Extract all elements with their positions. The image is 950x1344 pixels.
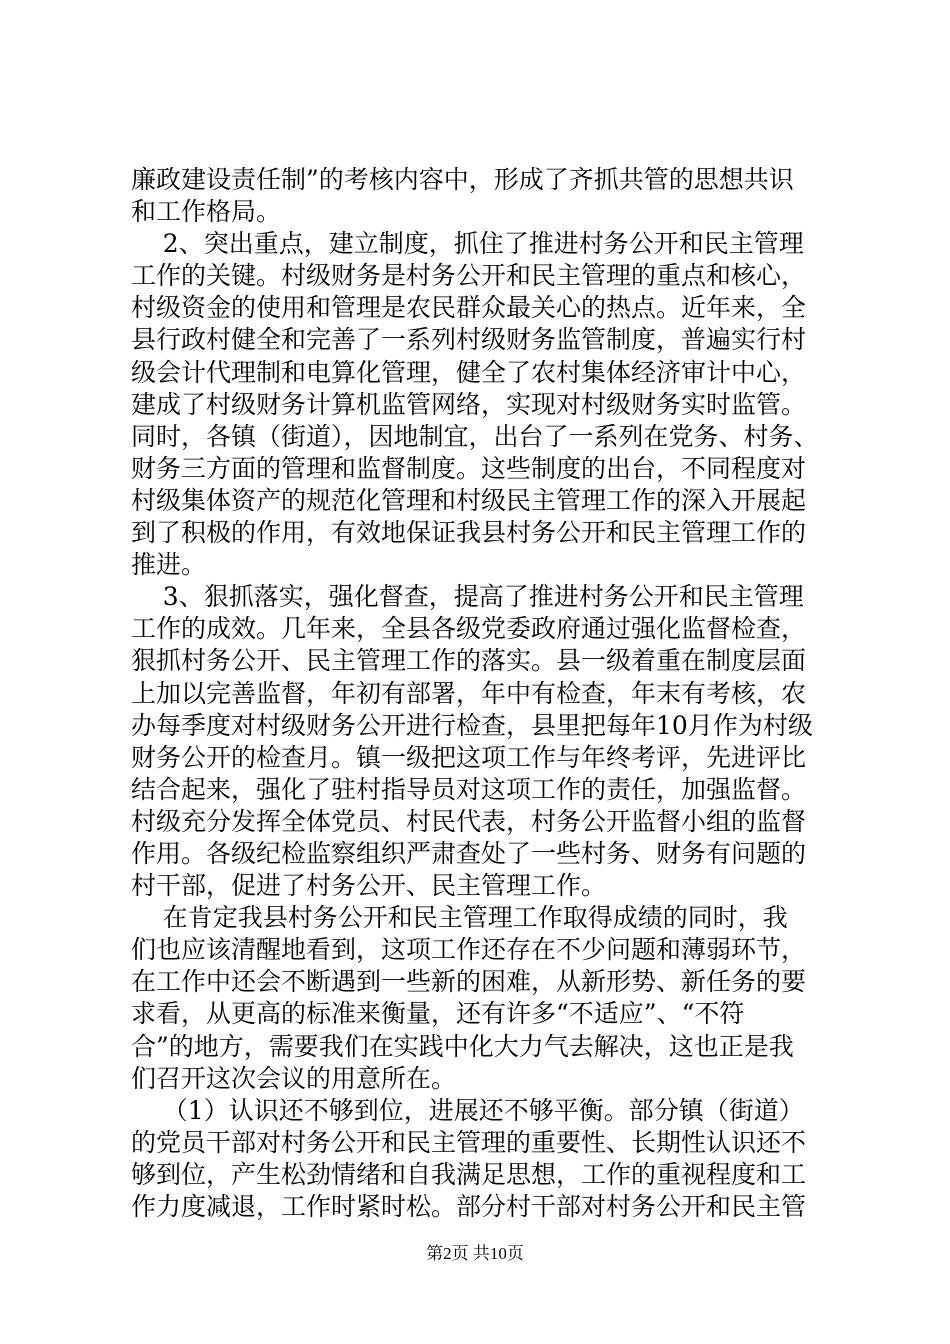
text-line: 结合起来，强化了驻村指导员对这项工作的责任，加强监督。 <box>131 774 807 804</box>
text-line: 村干部，促进了村务公开、民主管理工作。 <box>131 871 607 901</box>
text-line: 财务公开的检查月。镇一级把这项工作与年终考评，先进评比 <box>131 742 807 772</box>
text-line: 同时，各镇（街道），因地制宜，出台了一系列在党务、村务、 <box>131 421 819 451</box>
text-line: 村级资金的使用和管理是农民群众最关心的热点。近年来，全 <box>131 293 807 323</box>
text-line: 财务三方面的管理和监督制度。这些制度的出台，不同程度对 <box>131 453 807 483</box>
text-line: 够到位，产生松劲情绪和自我满足思想，工作的重视程度和工 <box>131 1159 807 1189</box>
text-line: 村级充分发挥全体党员、村民代表，村务公开监督小组的监督 <box>131 806 807 836</box>
text-line: 求看，从更高的标准来衡量，还有许多“不适应”、“不符 <box>131 999 745 1029</box>
text-line: 在工作中还会不断遇到一些新的困难，从新形势、新任务的要 <box>131 967 807 997</box>
text-line: 到了积极的作用，有效地保证我县村务公开和民主管理工作的 <box>131 518 807 548</box>
text-line: 们也应该清醒地看到，这项工作还存在不少问题和薄弱环节， <box>131 935 807 965</box>
text-line: 2、突出重点，建立制度，抓住了推进村务公开和民主管理 <box>131 229 804 259</box>
text-line: 合”的地方，需要我们在实践中化大力气去解决，这也正是我 <box>131 1031 794 1061</box>
text-line: 作力度减退，工作时紧时松。部分村干部对村务公开和民主管 <box>131 1192 807 1221</box>
text-line: 上加以完善监督，年初有部署，年中有检查，年末有考核，农 <box>131 678 807 708</box>
text-line: 3、狠抓落实，强化督查，提高了推进村务公开和民主管理 <box>131 582 804 612</box>
text-line: 级会计代理制和电算化管理，健全了农村集体经济审计中心， <box>131 357 807 387</box>
text-line: 村级集体资产的规范化管理和村级民主管理工作的深入开展起 <box>131 485 807 515</box>
text-line: 县行政村健全和完善了一系列村级财务监管制度，普遍实行村 <box>131 325 807 355</box>
text-line: 廉政建设责任制”的考核内容中，形成了齐抓共管的思想共识 <box>131 165 794 194</box>
body-text <box>131 164 831 1223</box>
text-line: 工作的关键。村级财务是村务公开和民主管理的重点和核心， <box>131 261 807 291</box>
text-line: 们召开这次会议的用意所在。 <box>131 1063 457 1093</box>
text-line: 作用。各级纪检监察组织严肃查处了一些村务、财务有问题的 <box>131 838 807 868</box>
text-line: 狠抓村务公开、民主管理工作的落实。县一级着重在制度层面 <box>131 646 807 676</box>
text-line: 在肯定我县村务公开和民主管理工作取得成绩的同时，我 <box>131 903 788 933</box>
text-line: 推进。 <box>131 550 207 580</box>
text-line: 和工作格局。 <box>131 197 282 227</box>
text-line: 的党员干部对村务公开和民主管理的重要性、长期性认识还不 <box>131 1127 807 1157</box>
text-line: （1）认识还不够到位，进展还不够平衡。部分镇（街道） <box>131 1095 804 1125</box>
text-line: 工作的成效。几年来，全县各级党委政府通过强化监督检查， <box>131 614 807 644</box>
text-line: 办每季度对村级财务公开进行检查，县里把每年10月作为村级 <box>131 710 813 740</box>
page-footer: 第2页 共10页 <box>426 1244 524 1263</box>
text-line: 建成了村级财务计算机监管网络，实现对村级财务实时监管。 <box>131 389 807 419</box>
